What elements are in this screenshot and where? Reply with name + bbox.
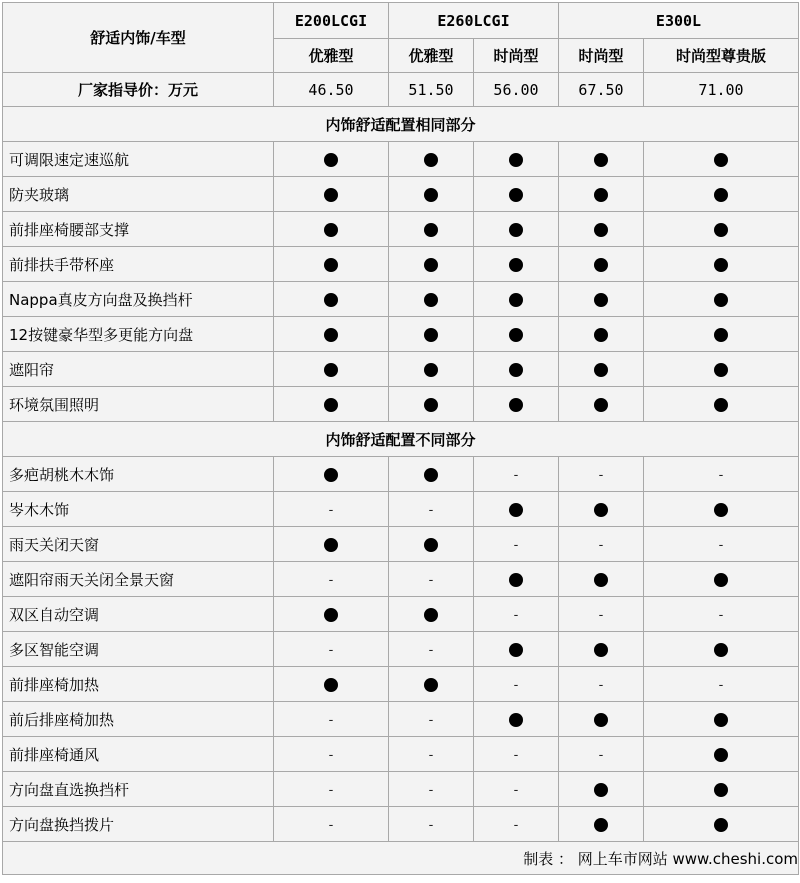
availability-cell <box>389 667 474 702</box>
table-row <box>3 387 799 422</box>
standard-dot-icon <box>594 643 608 657</box>
standard-dot-icon <box>509 643 523 657</box>
not-available-dash: - <box>428 643 434 658</box>
availability-cell <box>474 352 559 387</box>
availability-cell <box>274 492 389 527</box>
availability-cell <box>274 457 389 492</box>
availability-cell <box>474 807 559 842</box>
standard-dot-icon <box>714 748 728 762</box>
standard-dot-icon <box>324 223 338 237</box>
not-available-dash: - <box>328 748 334 763</box>
standard-dot-icon <box>714 783 728 797</box>
standard-dot-icon <box>424 608 438 622</box>
feature-name: 双区自动空调 <box>3 597 274 632</box>
standard-dot-icon <box>424 188 438 202</box>
availability-cell <box>559 282 644 317</box>
trim-name: 时尚型尊贵版 <box>644 39 799 73</box>
availability-cell <box>389 142 474 177</box>
standard-dot-icon <box>714 153 728 167</box>
availability-cell <box>389 527 474 562</box>
not-available-dash: - <box>428 573 434 588</box>
availability-cell <box>559 667 644 702</box>
availability-cell <box>559 527 644 562</box>
table-row <box>3 352 799 387</box>
trim-name: 优雅型 <box>389 39 474 73</box>
not-available-dash: - <box>328 503 334 518</box>
not-available-dash: - <box>428 783 434 798</box>
availability-cell <box>474 177 559 212</box>
standard-dot-icon <box>424 328 438 342</box>
availability-cell <box>389 492 474 527</box>
standard-dot-icon <box>424 293 438 307</box>
standard-dot-icon <box>324 293 338 307</box>
standard-dot-icon <box>594 573 608 587</box>
standard-dot-icon <box>324 258 338 272</box>
not-available-dash: - <box>513 783 519 798</box>
feature-name: Nappa真皮方向盘及换挡杆 <box>3 282 274 317</box>
not-available-dash: - <box>328 713 334 728</box>
availability-cell <box>274 772 389 807</box>
availability-cell <box>389 632 474 667</box>
standard-dot-icon <box>509 503 523 517</box>
standard-dot-icon <box>324 398 338 412</box>
standard-dot-icon <box>324 188 338 202</box>
feature-name: 遮阳帘 <box>3 352 274 387</box>
availability-cell <box>559 457 644 492</box>
standard-dot-icon <box>594 783 608 797</box>
standard-dot-icon <box>594 818 608 832</box>
standard-dot-icon <box>509 188 523 202</box>
availability-cell <box>559 492 644 527</box>
standard-dot-icon <box>594 713 608 727</box>
availability-cell <box>644 282 799 317</box>
standard-dot-icon <box>424 223 438 237</box>
availability-cell <box>644 247 799 282</box>
availability-cell <box>559 177 644 212</box>
standard-dot-icon <box>714 818 728 832</box>
availability-cell <box>389 702 474 737</box>
not-available-dash: - <box>328 643 334 658</box>
availability-cell <box>559 772 644 807</box>
availability-cell <box>274 282 389 317</box>
availability-cell <box>644 632 799 667</box>
availability-cell <box>644 702 799 737</box>
availability-cell <box>274 387 389 422</box>
price-value: 71.00 <box>644 73 799 107</box>
standard-dot-icon <box>714 293 728 307</box>
standard-dot-icon <box>594 153 608 167</box>
availability-cell <box>274 142 389 177</box>
table-row <box>3 702 799 737</box>
availability-cell <box>474 387 559 422</box>
availability-cell <box>274 632 389 667</box>
availability-cell <box>274 527 389 562</box>
standard-dot-icon <box>714 328 728 342</box>
feature-name: 环境氛围照明 <box>3 387 274 422</box>
availability-cell <box>474 632 559 667</box>
standard-dot-icon <box>594 503 608 517</box>
availability-cell <box>559 212 644 247</box>
standard-dot-icon <box>714 223 728 237</box>
availability-cell <box>559 737 644 772</box>
availability-cell <box>389 597 474 632</box>
standard-dot-icon <box>594 188 608 202</box>
availability-cell <box>389 212 474 247</box>
feature-name: 可调限速定速巡航 <box>3 142 274 177</box>
availability-cell <box>474 527 559 562</box>
not-available-dash: - <box>428 713 434 728</box>
not-available-dash: - <box>428 818 434 833</box>
standard-dot-icon <box>594 223 608 237</box>
feature-name: 12按键豪华型多更能方向盘 <box>3 317 274 352</box>
availability-cell <box>274 597 389 632</box>
standard-dot-icon <box>509 573 523 587</box>
standard-dot-icon <box>714 363 728 377</box>
availability-cell <box>559 247 644 282</box>
standard-dot-icon <box>509 713 523 727</box>
availability-cell <box>389 457 474 492</box>
not-available-dash: - <box>513 748 519 763</box>
availability-cell <box>389 807 474 842</box>
price-value: 51.50 <box>389 73 474 107</box>
trim-name: 时尚型 <box>474 39 559 73</box>
availability-cell <box>474 212 559 247</box>
feature-name: 前后排座椅加热 <box>3 702 274 737</box>
availability-cell <box>559 387 644 422</box>
standard-dot-icon <box>714 258 728 272</box>
section-title: 内饰舒适配置相同部分 <box>3 107 799 142</box>
table-row <box>3 737 799 772</box>
availability-cell <box>644 667 799 702</box>
availability-cell <box>474 282 559 317</box>
availability-cell <box>644 492 799 527</box>
availability-cell <box>559 702 644 737</box>
corner-label: 舒适内饰/车型 <box>3 3 274 73</box>
not-available-dash: - <box>328 818 334 833</box>
availability-cell <box>389 317 474 352</box>
availability-cell <box>389 247 474 282</box>
availability-cell <box>274 177 389 212</box>
availability-cell <box>389 772 474 807</box>
standard-dot-icon <box>509 223 523 237</box>
standard-dot-icon <box>424 153 438 167</box>
availability-cell <box>474 247 559 282</box>
not-available-dash: - <box>513 468 519 483</box>
not-available-dash: - <box>328 783 334 798</box>
availability-cell <box>274 737 389 772</box>
availability-cell <box>559 562 644 597</box>
standard-dot-icon <box>509 153 523 167</box>
standard-dot-icon <box>594 363 608 377</box>
table-row <box>3 247 799 282</box>
standard-dot-icon <box>424 678 438 692</box>
trim-name: 优雅型 <box>274 39 389 73</box>
table-row <box>3 632 799 667</box>
feature-name: 防夹玻璃 <box>3 177 274 212</box>
availability-cell <box>474 772 559 807</box>
price-value: 56.00 <box>474 73 559 107</box>
availability-cell <box>274 212 389 247</box>
table-row <box>3 457 799 492</box>
table-row <box>3 212 799 247</box>
standard-dot-icon <box>594 293 608 307</box>
standard-dot-icon <box>324 153 338 167</box>
availability-cell <box>644 177 799 212</box>
source-credit: 制表 ： 网上车市网站 www.cheshi.com <box>3 842 799 875</box>
availability-cell <box>474 702 559 737</box>
availability-cell <box>559 142 644 177</box>
not-available-dash: - <box>513 818 519 833</box>
standard-dot-icon <box>509 258 523 272</box>
standard-dot-icon <box>324 363 338 377</box>
feature-name: 方向盘换挡拨片 <box>3 807 274 842</box>
footer-row <box>3 842 799 875</box>
not-available-dash: - <box>598 608 604 623</box>
model-name: E200LCGI <box>274 3 389 39</box>
standard-dot-icon <box>714 503 728 517</box>
availability-cell <box>274 562 389 597</box>
not-available-dash: - <box>328 573 334 588</box>
not-available-dash: - <box>513 538 519 553</box>
standard-dot-icon <box>509 398 523 412</box>
not-available-dash: - <box>428 748 434 763</box>
feature-name: 雨天关闭天窗 <box>3 527 274 562</box>
standard-dot-icon <box>324 328 338 342</box>
standard-dot-icon <box>714 188 728 202</box>
feature-name: 前排扶手带杯座 <box>3 247 274 282</box>
availability-cell <box>559 807 644 842</box>
comfort-interior-spec-table <box>2 2 799 875</box>
not-available-dash: - <box>513 608 519 623</box>
availability-cell <box>474 597 559 632</box>
standard-dot-icon <box>714 643 728 657</box>
availability-cell <box>559 632 644 667</box>
availability-cell <box>274 667 389 702</box>
not-available-dash: - <box>598 748 604 763</box>
standard-dot-icon <box>424 468 438 482</box>
availability-cell <box>644 527 799 562</box>
availability-cell <box>389 282 474 317</box>
table-row <box>3 807 799 842</box>
not-available-dash: - <box>513 678 519 693</box>
standard-dot-icon <box>424 538 438 552</box>
availability-cell <box>559 317 644 352</box>
availability-cell <box>644 562 799 597</box>
not-available-dash: - <box>428 503 434 518</box>
standard-dot-icon <box>594 258 608 272</box>
availability-cell <box>389 387 474 422</box>
standard-dot-icon <box>324 538 338 552</box>
standard-dot-icon <box>424 258 438 272</box>
feature-name: 遮阳帘雨天关闭全景天窗 <box>3 562 274 597</box>
standard-dot-icon <box>509 293 523 307</box>
standard-dot-icon <box>509 363 523 377</box>
trim-name: 时尚型 <box>559 39 644 73</box>
standard-dot-icon <box>424 363 438 377</box>
availability-cell <box>474 667 559 702</box>
standard-dot-icon <box>324 608 338 622</box>
availability-cell <box>644 212 799 247</box>
price-value: 67.50 <box>559 73 644 107</box>
section-header-row <box>3 422 799 457</box>
table-row <box>3 562 799 597</box>
section-header-row <box>3 107 799 142</box>
availability-cell <box>389 562 474 597</box>
availability-cell <box>644 807 799 842</box>
feature-name: 前排座椅加热 <box>3 667 274 702</box>
availability-cell <box>644 772 799 807</box>
standard-dot-icon <box>714 713 728 727</box>
standard-dot-icon <box>594 328 608 342</box>
standard-dot-icon <box>424 398 438 412</box>
standard-dot-icon <box>714 573 728 587</box>
not-available-dash: - <box>598 538 604 553</box>
availability-cell <box>474 142 559 177</box>
price-label: 厂家指导价：万元 <box>3 73 274 107</box>
feature-name: 前排座椅通风 <box>3 737 274 772</box>
not-available-dash: - <box>598 678 604 693</box>
availability-cell <box>644 142 799 177</box>
availability-cell <box>274 317 389 352</box>
availability-cell <box>559 597 644 632</box>
availability-cell <box>389 737 474 772</box>
availability-cell <box>274 352 389 387</box>
standard-dot-icon <box>324 678 338 692</box>
availability-cell <box>389 352 474 387</box>
section-title: 内饰舒适配置不同部分 <box>3 422 799 457</box>
table-row <box>3 527 799 562</box>
model-name: E300L <box>559 3 799 39</box>
availability-cell <box>644 317 799 352</box>
model-name: E260LCGI <box>389 3 559 39</box>
price-value: 46.50 <box>274 73 389 107</box>
availability-cell <box>474 317 559 352</box>
table-row <box>3 317 799 352</box>
feature-name: 多区智能空调 <box>3 632 274 667</box>
standard-dot-icon <box>509 328 523 342</box>
model-header-row <box>3 3 799 39</box>
table-row <box>3 597 799 632</box>
availability-cell <box>474 562 559 597</box>
table-row <box>3 282 799 317</box>
feature-name: 岑木木饰 <box>3 492 274 527</box>
availability-cell <box>644 737 799 772</box>
not-available-dash: - <box>718 538 724 553</box>
availability-cell <box>274 702 389 737</box>
availability-cell <box>644 352 799 387</box>
standard-dot-icon <box>594 398 608 412</box>
availability-cell <box>644 457 799 492</box>
not-available-dash: - <box>718 678 724 693</box>
table-row <box>3 667 799 702</box>
not-available-dash: - <box>598 468 604 483</box>
availability-cell <box>274 247 389 282</box>
price-row <box>3 73 799 107</box>
availability-cell <box>389 177 474 212</box>
table-row <box>3 772 799 807</box>
availability-cell <box>644 597 799 632</box>
availability-cell <box>474 457 559 492</box>
not-available-dash: - <box>718 608 724 623</box>
feature-name: 前排座椅腰部支撑 <box>3 212 274 247</box>
table-row <box>3 142 799 177</box>
feature-name: 方向盘直选换挡杆 <box>3 772 274 807</box>
not-available-dash: - <box>718 468 724 483</box>
availability-cell <box>474 737 559 772</box>
standard-dot-icon <box>324 468 338 482</box>
availability-cell <box>644 387 799 422</box>
feature-name: 多疤胡桃木木饰 <box>3 457 274 492</box>
availability-cell <box>274 807 389 842</box>
table-row <box>3 492 799 527</box>
standard-dot-icon <box>714 398 728 412</box>
table-row <box>3 177 799 212</box>
availability-cell <box>559 352 644 387</box>
availability-cell <box>474 492 559 527</box>
